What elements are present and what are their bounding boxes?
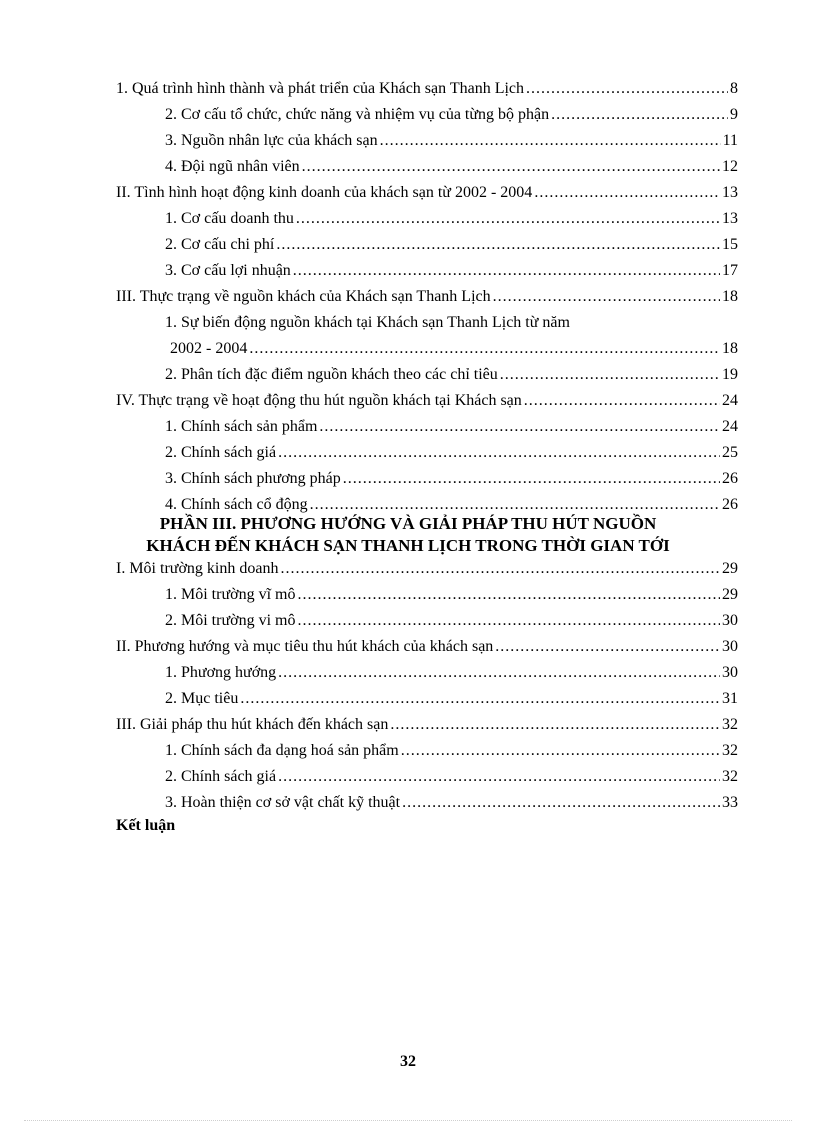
toc-section-entry xyxy=(116,712,738,738)
toc-entry-label: 1. Chính sách đa dạng hoá sản phẩm xyxy=(165,742,399,759)
toc-section-entry xyxy=(116,556,738,582)
toc-entry-continuation xyxy=(170,336,738,362)
toc-entry xyxy=(165,258,738,284)
toc-entry xyxy=(165,102,738,128)
toc-entry-page: 31 xyxy=(722,690,738,707)
toc-entry-label: 1. Cơ cấu doanh thu xyxy=(165,210,294,227)
toc-section-entry xyxy=(116,284,738,310)
toc-entry-label: II. Tình hình hoạt động kinh doanh của khách sạn từ 2002 - 2004 xyxy=(116,184,533,201)
toc-entry-page: 32 xyxy=(722,742,738,759)
toc-entry-page: 13 xyxy=(722,184,738,201)
toc-entry-label: 1. Chính sách sản phẩm xyxy=(165,418,318,435)
toc-entry-page: 8 xyxy=(730,80,738,97)
toc-entry-page: 26 xyxy=(722,470,738,487)
toc-entry-label: 2. Chính sách giá xyxy=(165,768,277,785)
toc-entry-page: 26 xyxy=(722,496,738,513)
toc-entry-label: 2002 - 2004 xyxy=(170,340,248,357)
toc-entry-page: 9 xyxy=(730,106,738,123)
toc-entry xyxy=(165,466,738,492)
toc-entry-label: III. Giải pháp thu hút khách đến khách sạn xyxy=(116,716,389,733)
toc-entry-label: 1. Phương hướng xyxy=(165,664,277,681)
toc-entry-page: 30 xyxy=(722,664,738,681)
toc-section-entry xyxy=(116,634,738,660)
toc-entry-page: 33 xyxy=(722,794,738,811)
toc-entry xyxy=(165,738,738,764)
toc-entry xyxy=(116,76,738,102)
toc-entry xyxy=(165,310,738,336)
toc-entry-label: 3. Hoàn thiện cơ sở vật chất kỹ thuật xyxy=(165,794,401,811)
toc-entry-page: 19 xyxy=(722,366,738,383)
toc-entry-page: 30 xyxy=(722,612,738,629)
toc-entry xyxy=(165,660,738,686)
part-heading-line: KHÁCH ĐẾN KHÁCH SẠN THANH LỊCH TRONG THỜI GIAN TỚI xyxy=(146,536,670,555)
toc-entry-label: 3. Nguồn nhân lực của khách sạn xyxy=(165,132,378,149)
toc-entry xyxy=(165,128,738,154)
toc-entry xyxy=(165,206,738,232)
toc-entry-page: 13 xyxy=(722,210,738,227)
part-heading-line: PHẦN III. PHƯƠNG HƯỚNG VÀ GIẢI PHÁP THU HÚT NGUỒN xyxy=(159,514,657,533)
toc-entry xyxy=(165,608,738,634)
toc-entry-label: 1. Quá trình hình thành và phát triển của Khách sạn Thanh Lịch xyxy=(116,80,525,97)
toc-entry-page: 24 xyxy=(722,418,738,435)
toc-entry-page: 29 xyxy=(722,560,738,577)
toc-entry xyxy=(165,154,738,180)
toc-entry-label: 4. Chính sách cổ động xyxy=(165,496,308,513)
toc-entry-page: 18 xyxy=(722,340,738,357)
toc-entry xyxy=(165,582,738,608)
toc-entry xyxy=(165,414,738,440)
toc-entry-page: 18 xyxy=(722,288,738,305)
toc-section-entry xyxy=(116,180,738,206)
toc-entry-label: 2. Mục tiêu xyxy=(165,690,239,707)
toc-entry-page: 15 xyxy=(722,236,738,253)
toc-entry-label: 4. Đội ngũ nhân viên xyxy=(165,158,300,175)
toc-entry-label: 2. Cơ cấu tổ chức, chức năng và nhiệm vụ của từng bộ phận xyxy=(165,106,550,123)
toc-entry-label: II. Phương hướng và mục tiêu thu hút khách của khách sạn xyxy=(116,638,494,655)
toc-entry xyxy=(165,686,738,712)
toc-entry xyxy=(165,764,738,790)
toc-entry-label: 2. Phân tích đặc điểm nguồn khách theo các chỉ tiêu xyxy=(165,366,498,383)
toc-entry-label: I. Môi trường kinh doanh xyxy=(116,560,279,577)
toc-entry xyxy=(165,362,738,388)
toc-entry-label: 2. Môi trường vi mô xyxy=(165,612,296,629)
toc-entry-label: 3. Cơ cấu lợi nhuận xyxy=(165,262,291,279)
toc-entry-page: 30 xyxy=(722,638,738,655)
toc-entry-page: 32 xyxy=(722,716,738,733)
toc-entry xyxy=(165,790,738,816)
toc-entry-label: 2. Chính sách giá xyxy=(165,444,277,461)
toc-entry-page: 32 xyxy=(722,768,738,785)
toc-entry-label: III. Thực trạng về nguồn khách của Khách sạn Thanh Lịch xyxy=(116,288,491,305)
toc-entry-label: 1. Môi trường vĩ mô xyxy=(165,586,296,603)
toc-entry-label: 3. Chính sách phương pháp xyxy=(165,470,341,487)
toc-entry-label: 2. Cơ cấu chi phí xyxy=(165,236,275,253)
toc-section-entry xyxy=(116,388,738,414)
toc-entry-label: IV. Thực trạng về hoạt động thu hút nguồn khách tại Khách sạn xyxy=(116,392,522,409)
page-number: 32 xyxy=(400,1053,416,1070)
toc-entry xyxy=(165,232,738,258)
toc-entry-page: 11 xyxy=(722,132,738,149)
toc-conclusion: Kết luận xyxy=(116,817,176,834)
page-bottom-divider xyxy=(24,1120,792,1121)
toc-entry-page: 29 xyxy=(722,586,738,603)
toc-entry xyxy=(165,440,738,466)
toc-entry-label: 1. Sự biến động nguồn khách tại Khách sạn Thanh Lịch từ năm xyxy=(165,314,570,331)
toc-entry-page: 24 xyxy=(722,392,738,409)
toc-entry-page: 17 xyxy=(722,262,738,279)
toc-entry-page: 12 xyxy=(722,158,738,175)
toc-entry-page: 25 xyxy=(722,444,738,461)
